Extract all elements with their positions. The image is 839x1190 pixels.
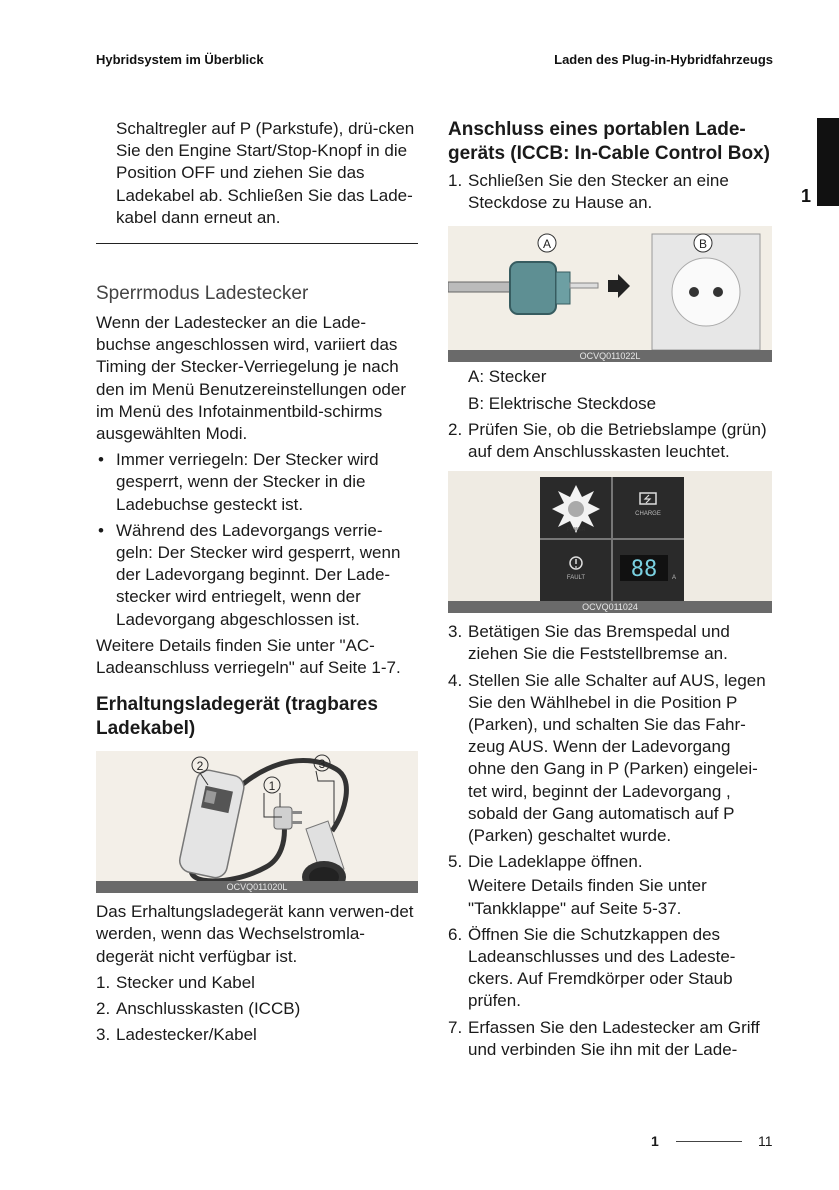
figure-code: OCVQ011020L	[96, 881, 418, 893]
step-number: 2.	[448, 419, 463, 439]
part-number: 3.	[96, 1025, 111, 1045]
plug-icon	[510, 262, 598, 314]
trickle-charger-text: Das Erhaltungsladegerät kann verwen-det werden, wenn das Wechselstromla-degerät nicht verfügbar ist.	[96, 902, 414, 966]
bullet-always-lock	[96, 449, 418, 516]
part-text: Anschlusskasten (ICCB)	[116, 999, 301, 1019]
part-item	[96, 998, 418, 1020]
bullet-dot: •	[98, 450, 104, 470]
footer-chapter: 1	[651, 1133, 659, 1149]
step-item	[448, 924, 772, 1013]
label-b: B	[698, 237, 708, 252]
bullet-text: Während des Ladevorgangs verrie-geln: Der Stecker wird gesperrt, wenn der Ladevorgang beginnt. Der Lade-stecker wird entriegelt, wenn der Ladevorgang abgeschlossen ist.	[116, 520, 401, 629]
iccb-heading: Anschluss eines portablen Lade-geräts (ICCB: In-Cable Control Box)	[448, 119, 770, 164]
step-text: Betätigen Sie das Bremspedal und ziehen Sie die Feststellbremse an.	[468, 622, 730, 664]
current-digits: 88	[630, 557, 658, 583]
part-text: Ladestecker/Kabel	[116, 1025, 257, 1045]
step-number: 1.	[448, 171, 463, 190]
step-number: 3.	[448, 622, 463, 642]
callout-2: 2	[196, 759, 204, 774]
callout-1: 1	[268, 779, 276, 794]
step-text: Prüfen Sie, ob die Betriebslampe (grün) auf dem Anschlusskasten leuchtet.	[468, 419, 767, 462]
step-item	[448, 621, 772, 665]
plug-socket-illustration	[448, 226, 772, 362]
control-box-icon	[178, 768, 247, 880]
step-text: Erfassen Sie den Ladestecker am Griff und verbinden Sie ihn mit der Lade-	[468, 1017, 760, 1059]
cable	[448, 282, 518, 292]
step-item	[448, 670, 772, 848]
chapter-tab-number: 1	[800, 186, 811, 206]
intro-paragraph: Schaltregler auf P (Parkstufe), drü-cken Sie den Engine Start/Stop-Knopf in die Position OFF und ziehen Sie das Ladekabel ab. Schließen Sie das Lade-kabel dann erneut an.	[116, 119, 415, 227]
figure-code: OCVQ011022L	[448, 350, 772, 362]
charge-label: CHARGE	[635, 511, 661, 518]
chapter-tab	[817, 118, 839, 206]
step-text: Die Ladeklappe öffnen.	[468, 852, 643, 872]
step-item	[448, 419, 772, 463]
step-number: 4.	[448, 670, 463, 690]
trickle-charger-heading: Erhaltungsladegerät (tragbares Ladekabel)	[96, 694, 378, 740]
plug-socket-figure	[448, 226, 772, 362]
step-number: 5.	[448, 852, 463, 872]
trickle-charger-figure	[96, 751, 418, 893]
part-item	[96, 972, 418, 994]
legend-b: B: Elektrische Steckdose	[468, 393, 657, 413]
right-column	[448, 118, 772, 1061]
power-label: POWER	[566, 527, 586, 534]
callout-3: 3	[318, 757, 326, 772]
left-column	[96, 118, 418, 1046]
arrow-icon	[608, 274, 630, 298]
step-text: Stellen Sie alle Schalter auf AUS, legen Sie den Wählhebel in die Position P (Parken), und schalten Sie das Fahr-zeug AUS. Wenn der Ladevorgang ohne den Gang in P (Parken) eingelei-tet wird, beginnt der Ladevorgang , sobald der Gang automatisch auf P (Parken) geschaltet wurde.	[468, 670, 766, 846]
running-header-left: Hybridsystem im Überblick	[96, 52, 264, 67]
footer-rule	[676, 1141, 742, 1142]
power-lamp-icon	[552, 485, 600, 533]
lock-mode-text: Wenn der Ladestecker an die Lade-buchse angeschlossen wird, variiert das Timing der Stecker-Verriegelung je nach den im Menü Benutzereinstellungen oder im Menü des Infotainmentbild-schirms ausgewählten Modi.	[96, 313, 406, 444]
page-number: 11	[758, 1133, 773, 1149]
lock-mode-heading: Sperrmodus Ladestecker	[96, 283, 309, 305]
part-number: 2.	[96, 999, 111, 1019]
step-item	[448, 170, 772, 214]
step-item	[448, 851, 772, 873]
step-number: 7.	[448, 1017, 463, 1037]
control-panel-figure	[448, 471, 772, 613]
fault-label: FAULT	[566, 575, 586, 582]
part-text: Stecker und Kabel	[116, 972, 255, 992]
control-panel-illustration	[448, 471, 772, 613]
bullet-dot: •	[98, 520, 104, 540]
part-item	[96, 1024, 418, 1046]
label-a: A	[542, 237, 552, 252]
step-item	[448, 1017, 772, 1061]
bullet-lock-while-charging	[96, 520, 418, 631]
step-number: 6.	[448, 924, 463, 944]
step-text: Öffnen Sie die Schutzkappen des Ladeanschlusses und des Ladeste-ckers. Auf Fremdkörper oder Staub prüfen.	[468, 924, 736, 1011]
trickle-charger-illustration	[96, 751, 418, 893]
step-5-reference: Weitere Details finden Sie unter "Tankklappe" auf Seite 5-37.	[468, 876, 707, 918]
figure-code: OCVQ011024	[448, 601, 772, 613]
step-text: Schließen Sie den Stecker an eine Steckdose zu Hause an.	[468, 171, 729, 213]
current-unit: A	[672, 575, 677, 582]
wall-plug-icon	[274, 807, 302, 829]
running-header-right: Laden des Plug-in-Hybridfahrzeugs	[554, 52, 773, 67]
details-reference: Weitere Details finden Sie unter "AC-Ladeanschluss verriegeln" auf Seite 1-7.	[96, 635, 401, 678]
bullet-text: Immer verriegeln: Der Stecker wird gesperrt, wenn der Stecker in die Ladebuchse gesteckt ist.	[116, 450, 379, 514]
legend-a: A: Stecker	[468, 367, 547, 387]
part-number: 1.	[96, 972, 111, 992]
